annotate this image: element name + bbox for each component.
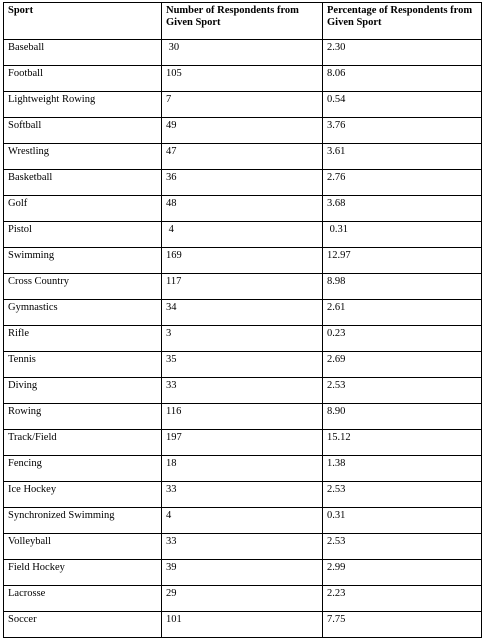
table-row — [4, 352, 482, 378]
respondents-count-cell: 29 — [162, 586, 323, 612]
respondents-percentage-cell: 0.23 — [323, 326, 482, 352]
sport-cell: Gymnastics — [4, 300, 162, 326]
respondents-count-cell: 7 — [162, 92, 323, 118]
table-row — [4, 118, 482, 144]
respondents-percentage-cell: 0.31 — [323, 508, 482, 534]
table-row — [4, 66, 482, 92]
sport-cell: Fencing — [4, 456, 162, 482]
respondents-percentage-cell: 1.38 — [323, 456, 482, 482]
table-row — [4, 40, 482, 66]
respondents-count-cell: 18 — [162, 456, 323, 482]
respondents-count-cell: 4 — [162, 222, 323, 248]
table-header — [4, 3, 482, 40]
respondents-percentage-cell: 3.61 — [323, 144, 482, 170]
sport-cell: Basketball — [4, 170, 162, 196]
respondents-percentage-cell: 2.61 — [323, 300, 482, 326]
table-body — [4, 40, 482, 638]
respondents-count-cell: 105 — [162, 66, 323, 92]
sport-cell: Wrestling — [4, 144, 162, 170]
sport-cell: Ice Hockey — [4, 482, 162, 508]
table-row — [4, 612, 482, 638]
table-row — [4, 482, 482, 508]
respondents-percentage-cell: 2.30 — [323, 40, 482, 66]
respondents-count-cell: 4 — [162, 508, 323, 534]
respondents-percentage-cell: 7.75 — [323, 612, 482, 638]
respondents-count-cell: 33 — [162, 482, 323, 508]
respondents-count-cell: 33 — [162, 534, 323, 560]
sports-respondents-table — [3, 2, 482, 638]
respondents-percentage-cell: 8.06 — [323, 66, 482, 92]
table-row — [4, 378, 482, 404]
respondents-percentage-cell: 0.31 — [323, 222, 482, 248]
header-row — [4, 3, 482, 40]
respondents-count-cell: 117 — [162, 274, 323, 300]
respondents-percentage-cell: 2.76 — [323, 170, 482, 196]
sport-cell: Tennis — [4, 352, 162, 378]
respondents-percentage-cell: 15.12 — [323, 430, 482, 456]
respondents-percentage-cell: 2.99 — [323, 560, 482, 586]
respondents-percentage-cell: 3.76 — [323, 118, 482, 144]
sport-cell: Field Hockey — [4, 560, 162, 586]
table-row — [4, 222, 482, 248]
header-sport: Sport — [4, 3, 162, 40]
table-row — [4, 456, 482, 482]
respondents-count-cell: 197 — [162, 430, 323, 456]
respondents-percentage-cell: 0.54 — [323, 92, 482, 118]
sport-cell: Rifle — [4, 326, 162, 352]
table-row — [4, 170, 482, 196]
respondents-count-cell: 47 — [162, 144, 323, 170]
respondents-count-cell: 39 — [162, 560, 323, 586]
table-row — [4, 248, 482, 274]
sport-cell: Lightweight Rowing — [4, 92, 162, 118]
table-row — [4, 404, 482, 430]
respondents-percentage-cell: 2.53 — [323, 482, 482, 508]
table-row — [4, 560, 482, 586]
sport-cell: Swimming — [4, 248, 162, 274]
respondents-count-cell: 3 — [162, 326, 323, 352]
respondents-percentage-cell: 2.53 — [323, 378, 482, 404]
respondents-count-cell: 169 — [162, 248, 323, 274]
sport-cell: Softball — [4, 118, 162, 144]
sport-cell: Soccer — [4, 612, 162, 638]
table-row — [4, 300, 482, 326]
header-percentage-of-respondents: Percentage of Respondents from Given Sport — [323, 3, 482, 40]
respondents-count-cell: 36 — [162, 170, 323, 196]
sport-cell: Synchronized Swimming — [4, 508, 162, 534]
sport-cell: Volleyball — [4, 534, 162, 560]
respondents-percentage-cell: 8.90 — [323, 404, 482, 430]
sport-cell: Diving — [4, 378, 162, 404]
respondents-count-cell: 101 — [162, 612, 323, 638]
table-row — [4, 274, 482, 300]
table-row — [4, 92, 482, 118]
table-row — [4, 430, 482, 456]
header-number-of-respondents: Number of Respondents from Given Sport — [162, 3, 323, 40]
respondents-count-cell: 48 — [162, 196, 323, 222]
respondents-percentage-cell: 3.68 — [323, 196, 482, 222]
respondents-count-cell: 49 — [162, 118, 323, 144]
sport-cell: Pistol — [4, 222, 162, 248]
respondents-percentage-cell: 12.97 — [323, 248, 482, 274]
table-row — [4, 144, 482, 170]
sport-cell: Rowing — [4, 404, 162, 430]
respondents-count-cell: 30 — [162, 40, 323, 66]
respondents-percentage-cell: 2.53 — [323, 534, 482, 560]
table-row — [4, 326, 482, 352]
table-row — [4, 534, 482, 560]
sport-cell: Golf — [4, 196, 162, 222]
sport-cell: Cross Country — [4, 274, 162, 300]
respondents-percentage-cell: 2.69 — [323, 352, 482, 378]
table-row — [4, 196, 482, 222]
sport-cell: Track/Field — [4, 430, 162, 456]
sport-cell: Baseball — [4, 40, 162, 66]
respondents-percentage-cell: 2.23 — [323, 586, 482, 612]
respondents-count-cell: 35 — [162, 352, 323, 378]
sport-cell: Football — [4, 66, 162, 92]
sport-cell: Lacrosse — [4, 586, 162, 612]
respondents-count-cell: 33 — [162, 378, 323, 404]
respondents-percentage-cell: 8.98 — [323, 274, 482, 300]
table-row — [4, 586, 482, 612]
respondents-count-cell: 116 — [162, 404, 323, 430]
table-row — [4, 508, 482, 534]
respondents-count-cell: 34 — [162, 300, 323, 326]
